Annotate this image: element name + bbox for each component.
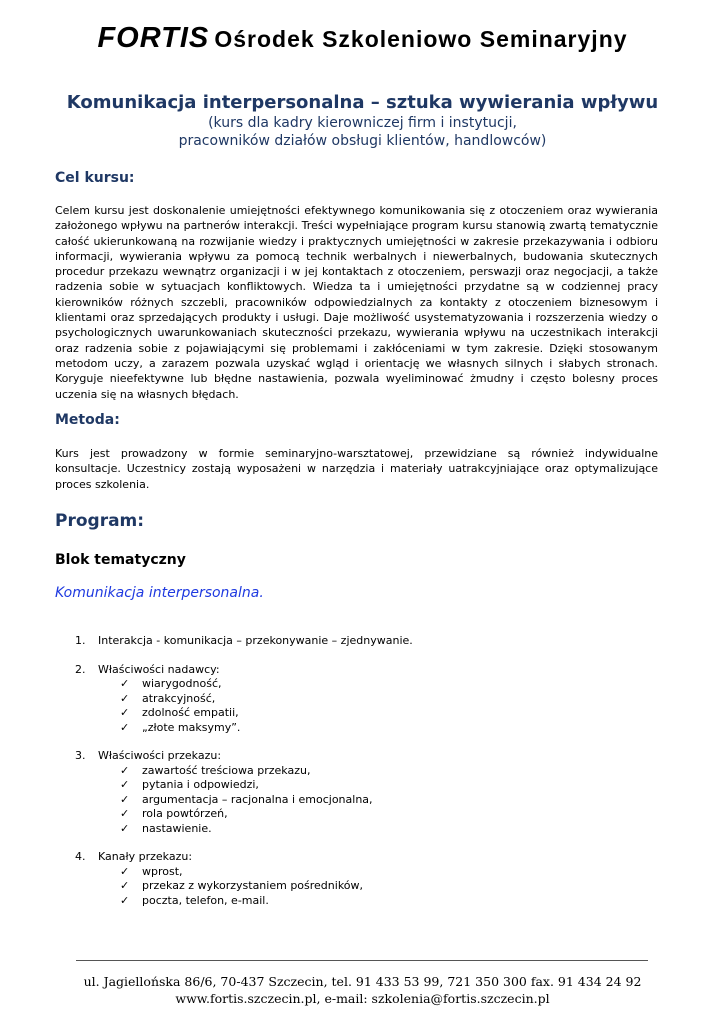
program-subitem: [98, 894, 655, 909]
checkmark-icon: ✓: [120, 778, 130, 791]
program-item: [55, 634, 655, 649]
checkmark-icon: ✓: [120, 706, 130, 719]
program-subitem: [98, 764, 655, 779]
program-subitem-text: wiarygodność,: [142, 677, 222, 690]
program-item-number: 1.: [75, 634, 86, 647]
program-subitem: [98, 793, 655, 808]
program-subitem-text: „złote maksymy”.: [142, 720, 241, 734]
program-subitem: [98, 706, 655, 721]
footer-address: ul. Jagiellońska 86/6, 70-437 Szczecin, tel. 91 433 53 99, 721 350 300 fax. 91 434 24 92: [83, 974, 642, 989]
program-item-number: 4.: [75, 850, 86, 863]
course-title: Komunikacja interpersonalna – sztuka wywierania wpływu: [66, 92, 659, 113]
topic-title: Komunikacja interpersonalna.: [55, 585, 264, 601]
checkmark-icon: ✓: [120, 893, 130, 907]
program-list: [55, 634, 655, 922]
block-heading: Blok tematyczny: [55, 552, 186, 568]
program-subitem-text: zdolność empatii,: [142, 706, 239, 719]
program-subitem-list: [98, 764, 655, 837]
checkmark-icon: ✓: [120, 807, 130, 820]
program-subitem-text: pytania i odpowiedzi,: [142, 778, 259, 791]
program-subitem-list: [98, 677, 655, 735]
program-subitem: [98, 822, 655, 837]
program-item-number: 2.: [75, 662, 86, 676]
program-subitem: [98, 879, 655, 894]
program-subitem: [98, 778, 655, 793]
program-item-label: Właściwości przekazu:: [98, 749, 222, 762]
checkmark-icon: ✓: [120, 792, 130, 806]
brand-subtitle: Ośrodek Szkoleniowo Seminaryjny: [214, 26, 628, 52]
program-item-label: Właściwości nadawcy:: [98, 662, 220, 676]
program-item-label: Interakcja - komunikacja – przekonywanie – zjednywanie.: [98, 634, 413, 647]
program-subitem-text: poczta, telefon, e-mail.: [142, 893, 269, 907]
program-item-number: 3.: [75, 749, 86, 762]
document-header: [0, 22, 725, 55]
checkmark-icon: ✓: [120, 879, 130, 892]
program-subitem-list: [98, 865, 655, 909]
program-item: [55, 663, 655, 736]
program-subitem-text: nastawienie.: [142, 821, 212, 835]
program-subitem-text: zawartość treściowa przekazu,: [142, 763, 311, 777]
section-heading-cel: Cel kursu:: [55, 170, 135, 186]
program-item: [55, 749, 655, 836]
checkmark-icon: ✓: [120, 691, 130, 705]
course-audience-line2: pracowników działów obsługi klientów, handlowców): [178, 133, 547, 149]
program-subitem-text: przekaz z wykorzystaniem pośredników,: [142, 879, 364, 892]
program-subitem-text: atrakcyjność,: [142, 691, 216, 705]
program-subitem-text: argumentacja – racjonalna i emocjonalna,: [142, 792, 373, 806]
checkmark-icon: ✓: [120, 720, 130, 734]
program-subitem-text: rola powtórzeń,: [142, 807, 228, 820]
course-audience-line1: (kurs dla kadry kierowniczej firm i instytucji,: [208, 115, 517, 131]
section-heading-program: Program:: [55, 511, 145, 531]
section-text-cel: Celem kursu jest doskonalenie umiejętności efektywnego komunikowania się z otoczeniem oraz wywierania założonego wpływu na partnerów interakcji. Treści wypełniające program kursu stanowią zwartą tematycznie całość ukierunkowaną na rozwijanie wiedzy i praktycznych umiejętności w zakresie przekazywania i odbioru informacji, wywierania wpływu za pomocą technik werbalnych i niewerbalnych, budowania skutecznych procedur przekazu wewnątrz organizacji i w jej kontaktach z otoczeniem, perswazji oraz negocjacji, a także radzenia sobie w sytuacjach konfliktowych. Wiedza ta i umiejętności przydatne są w codziennej pracy kierowników różnych szczebli, pracowników odpowiedzialnych za kontakty z otoczeniem biznesowym i klientami oraz sprzedających produkty i usługi. Daje możliwość usystematyzowania i rozszerzenia wiedzy o psychologicznych uwarunkowaniach skuteczności przekazu, wywierania wpływu na uczestnikach interakcji oraz radzenia sobie z pojawiającymi się problemami i zakłóceniami w tym zakresie. Dzięki stosowanym metodom uczy, a zarazem pozwala uzyskać wgląd i orientację we własnych silnych i słabych stronach. Koryguje nieefektywne lub błędne nastawienia, pozwala wyeliminować żmudny i często bolesny proces uczenia się na własnych błędach.: [55, 204, 658, 401]
checkmark-icon: ✓: [120, 864, 130, 878]
program-item-label: Kanały przekazu:: [98, 850, 193, 863]
footer-divider: [76, 960, 648, 961]
checkmark-icon: ✓: [120, 821, 130, 835]
program-subitem: [98, 807, 655, 822]
program-subitem: [98, 865, 655, 880]
program-subitem: [98, 721, 655, 736]
section-heading-metoda: Metoda:: [55, 412, 120, 428]
program-subitem: [98, 692, 655, 707]
program-subitem-text: wprost,: [142, 864, 183, 878]
section-text-metoda: Kurs jest prowadzony w formie seminaryjno-warsztatowej, przewidziane są również indywidualne konsultacje. Uczestnicy zostają wyposażeni w narzędzia i materiały uatrakcyjniające oraz optymalizujące proces szkolenia.: [55, 447, 658, 491]
footer-contact: www.fortis.szczecin.pl, e-mail: szkolenia@fortis.szczecin.pl: [175, 991, 550, 1006]
checkmark-icon: ✓: [120, 763, 130, 777]
brand-name: FORTIS: [97, 22, 210, 54]
checkmark-icon: ✓: [120, 677, 130, 690]
program-item: [55, 850, 655, 908]
program-subitem: [98, 677, 655, 692]
